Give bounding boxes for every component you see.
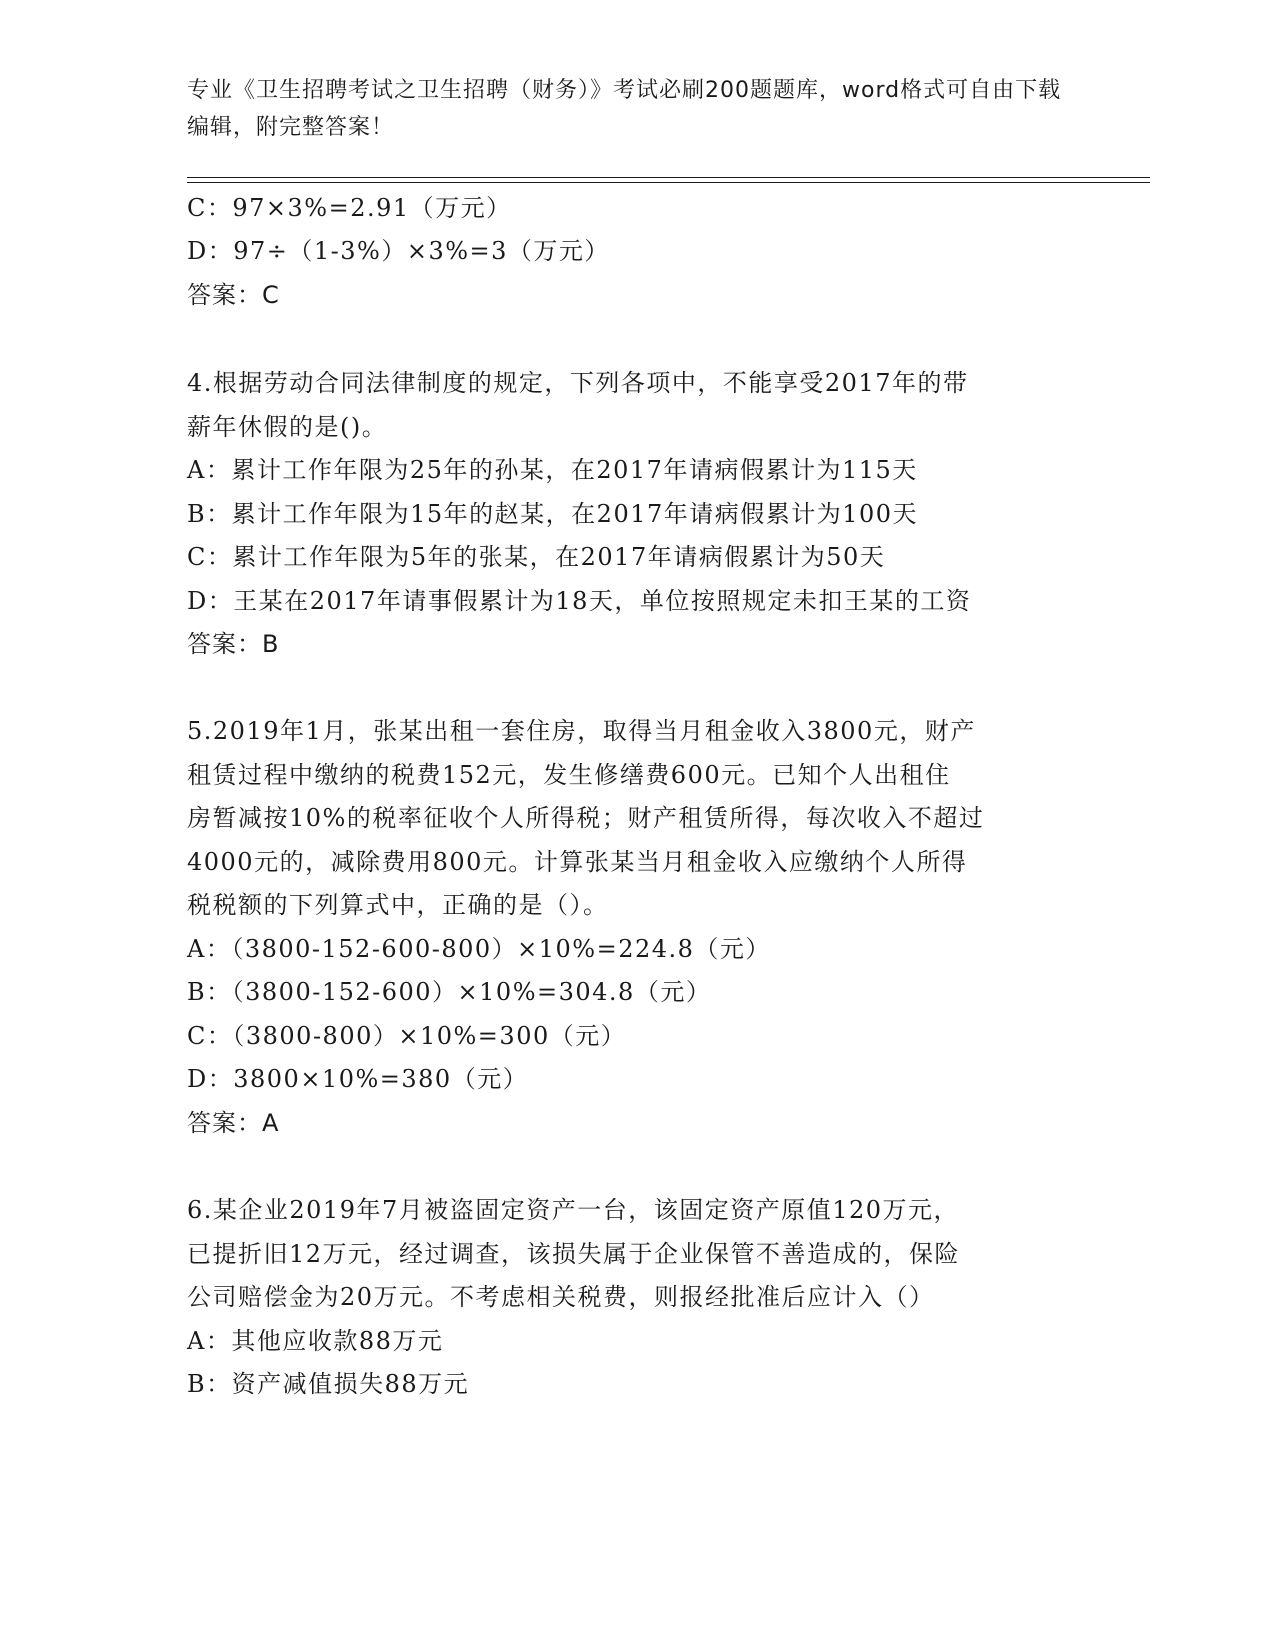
- q6-option-b: B：资产减值损失88万元: [187, 1370, 470, 1398]
- q5-stem-line-4: 4000元的，减除费用800元。计算张某当月租金收入应缴纳个人所得: [187, 848, 968, 876]
- q5-option-c: C：（3800-800）×10%=300（元）: [187, 1022, 627, 1050]
- q4-option-d: D：王某在2017年请事假累计为18天，单位按照规定未扣王某的工资: [187, 587, 972, 615]
- q5-answer: 答案：A: [187, 1109, 280, 1137]
- q5-stem-line-2: 租赁过程中缴纳的税费152元，发生修缮费600元。已知个人出租住: [187, 761, 951, 789]
- q6-option-a: A：其他应收款88万元: [187, 1327, 444, 1355]
- q5-option-d: D：3800×10%=380（元）: [187, 1065, 529, 1093]
- q5-option-b: B：（3800-152-600）×10%=304.8（元）: [187, 978, 712, 1006]
- q4-stem-line-2: 薪年休假的是()。: [187, 413, 388, 441]
- q6-stem-line-1: 6.某企业2019年7月被盗固定资产一台，该固定资产原值120万元，: [187, 1196, 960, 1224]
- q4-stem-line-1: 4.根据劳动合同法律制度的规定，下列各项中，不能享受2017年的带: [187, 369, 969, 397]
- q6-stem-line-2: 已提折旧12万元，经过调查，该损失属于企业保管不善造成的，保险: [187, 1240, 961, 1268]
- q5-stem-line-5: 税税额的下列算式中，正确的是（）。: [187, 891, 609, 919]
- q4-option-a: A：累计工作年限为25年的孙某，在2017年请病假累计为115天: [187, 456, 918, 484]
- document-header: 专业《卫生招聘考试之卫生招聘（财务）》考试必刷200题题库，word格式可自由下载编辑，附完整答案！: [187, 78, 1062, 140]
- q5-stem-line-3: 房暂减按10%的税率征收个人所得税；财产租赁所得，每次收入不超过: [187, 804, 985, 832]
- q3-option-c: C：97×3%=2.91（万元）: [187, 194, 512, 222]
- q6-stem-line-3: 公司赔偿金为20万元。不考虑相关税费，则报经批准后应计入（）: [187, 1283, 935, 1311]
- header-divider-bottom: [187, 182, 1150, 183]
- q4-answer: 答案：B: [187, 630, 280, 658]
- q5-option-a: A：（3800-152-600-800）×10%=224.8（元）: [187, 935, 771, 963]
- q3-answer: 答案：C: [187, 281, 280, 309]
- q4-option-b: B：累计工作年限为15年的赵某，在2017年请病假累计为100天: [187, 500, 919, 528]
- q5-stem-line-1: 5.2019年1月，张某出租一套住房，取得当月租金收入3800元，财产: [187, 717, 976, 745]
- q4-option-c: C：累计工作年限为5年的张某，在2017年请病假累计为50天: [187, 543, 886, 571]
- q3-option-d: D：97÷（1-3%）×3%=3（万元）: [187, 237, 610, 265]
- header-divider-top: [187, 177, 1150, 178]
